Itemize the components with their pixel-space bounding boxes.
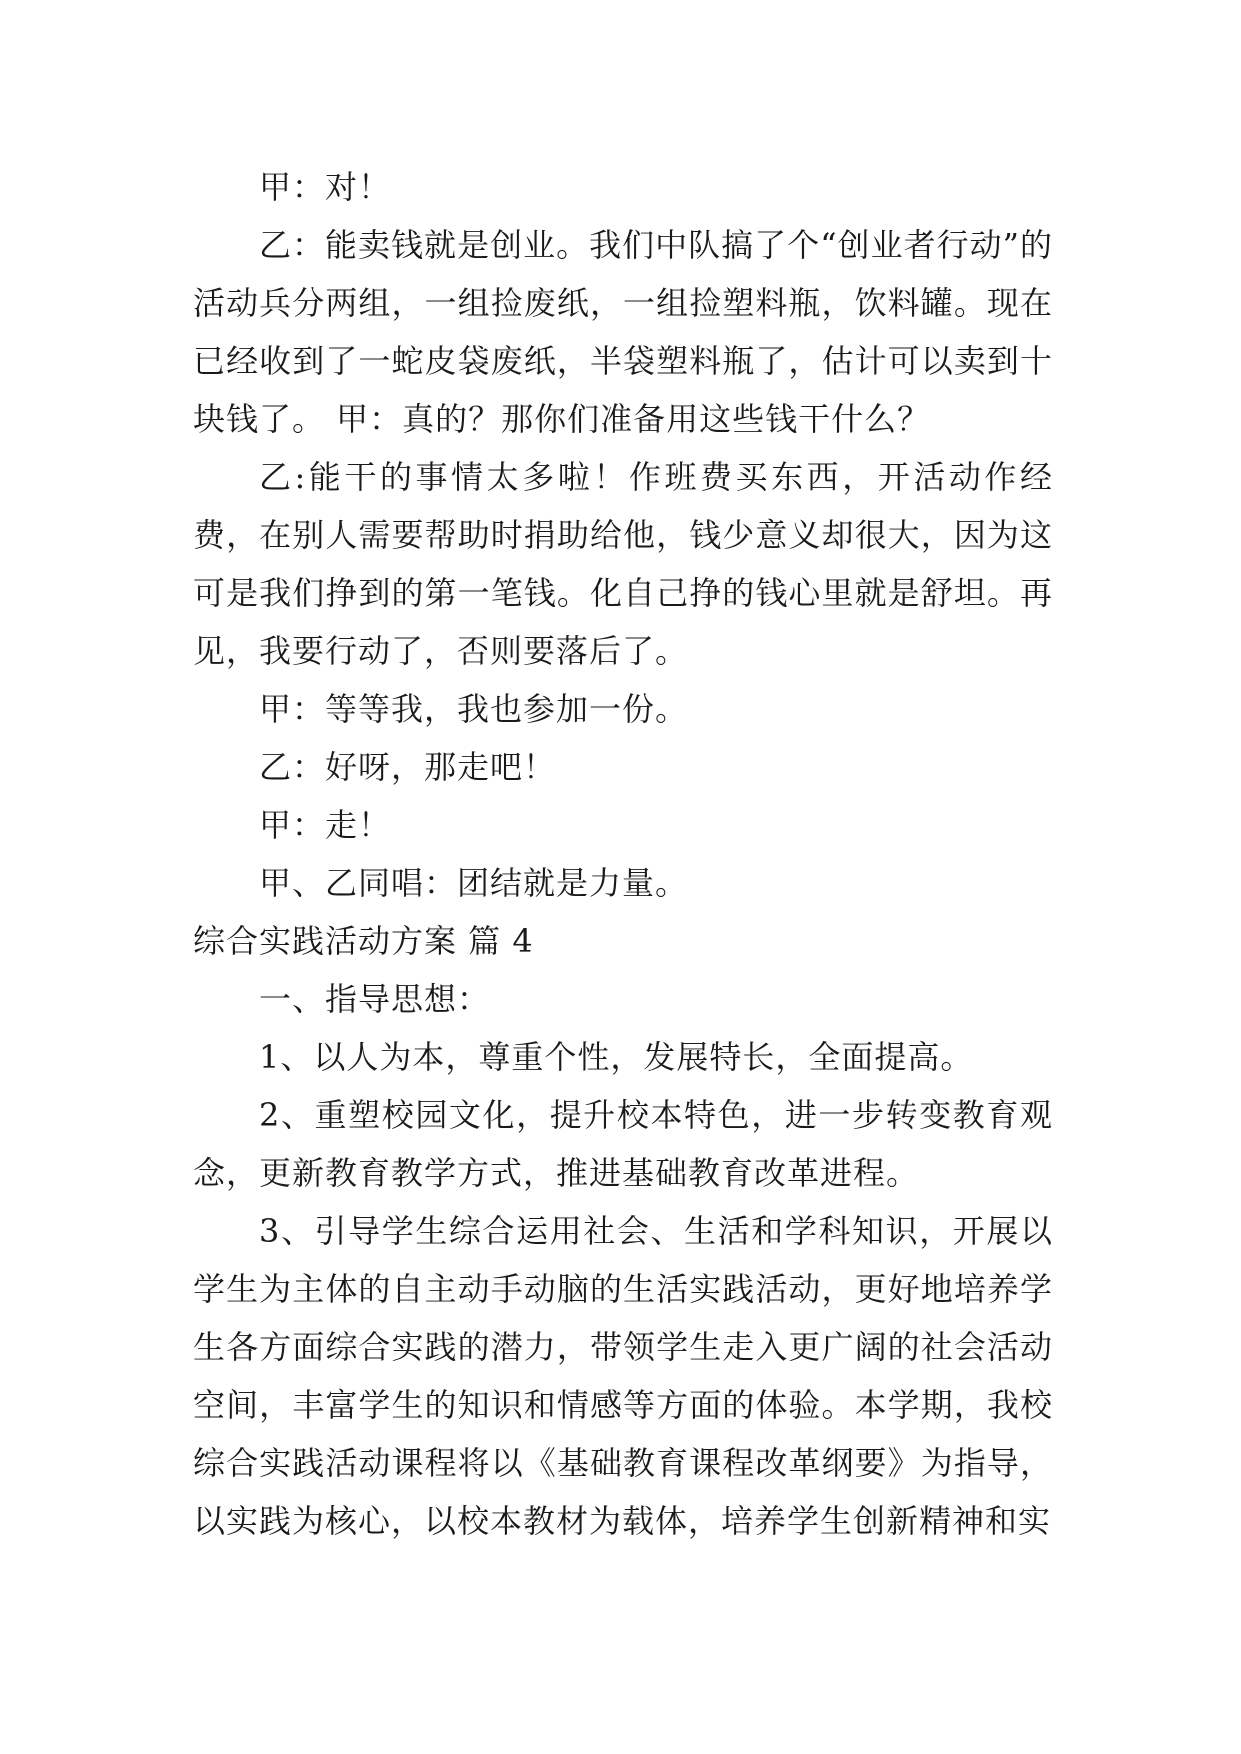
paragraph: 乙:能干的事情太多啦！作班费买东西，开活动作经费，在别人需要帮助时捐助给他，钱少意义却很大，因为这可是我们挣到的第一笔钱。化自己挣的钱心里就是舒坦。再见，我要行动了，否则要落后了。: [193, 458, 1053, 670]
paragraph: 甲、乙同唱：团结就是力量。: [259, 864, 689, 902]
paragraph: 甲：等等我，我也参加一份。: [259, 690, 689, 728]
paragraph: 1、以人为本，尊重个性，发展特长，全面提高。: [259, 1038, 974, 1076]
paragraph: 3、引导学生综合运用社会、生活和学科知识，开展以学生为主体的自主动手动脑的生活实践活动，更好地培养学生各方面综合实践的潜力，带领学生走入更广阔的社会活动空间，丰富学生的知识和情感等方面的体验。本学期，我校综合实践活动课程将以《基础教育课程改革纲要》为指导，以实践为核心，以校本教材为载体，培养学生创新精神和实: [193, 1212, 1053, 1540]
document-body: [193, 158, 1053, 1550]
paragraph: 甲：走！: [259, 806, 392, 844]
section-heading: 综合实践活动方案 篇 4: [193, 922, 534, 960]
paragraph: 2、重塑校园文化，提升校本特色，进一步转变教育观念，更新教育教学方式，推进基础教育改革进程。: [193, 1096, 1053, 1192]
paragraph: 一、指导思想：: [259, 980, 491, 1018]
paragraph: 乙：能卖钱就是创业。我们中队搞了个“创业者行动”的活动兵分两组，一组捡废纸，一组捡塑料瓶，饮料罐。现在已经收到了一蛇皮袋废纸，半袋塑料瓶了，估计可以卖到十块钱了。 甲：真的？那你们准备用这些钱干什么？: [193, 226, 1053, 438]
paragraph: 甲：对！: [259, 168, 392, 206]
paragraph: 乙：好呀，那走吧！: [259, 748, 557, 786]
